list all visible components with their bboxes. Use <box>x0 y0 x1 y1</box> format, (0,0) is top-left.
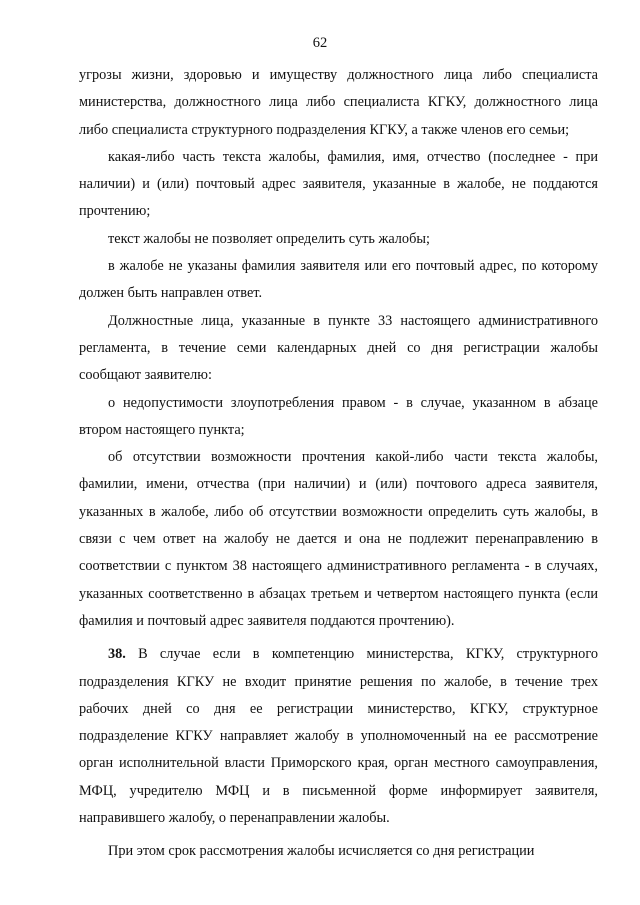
paragraph-no-name-or-address: в жалобе не указаны фамилия заявителя или его почтовый адрес, по которому должен быть направлен ответ. <box>79 258 598 302</box>
paragraph-term-calculation: При этом срок рассмотрения жалобы исчисляется со дня регистрации <box>108 843 535 860</box>
clause-number: 38. <box>108 646 126 663</box>
paragraph-no-reading-possibility: об отсутствии возможности прочтения какой-либо части текста жалобы, фамилии, имени, отчества (при наличии) и (или) почтового адреса заявителя, указанных в жалобе, либо об отсутствии возможности определить суть жалобы, в связи с чем ответ на жалобу не дается и она не подлежит перенаправлению в соответствии с пунктом 38 настоящего административного регламента - в случаях, указанных соответственно в абзацах третьем и четвертом настоящего пункта (если фамилия и почтовый адрес заявителя поддаются прочтению). <box>79 449 598 629</box>
paragraph-essence-undetermined: текст жалобы не позволяет определить суть жалобы; <box>108 230 430 247</box>
page-number: 62 <box>312 35 328 51</box>
paragraph-abuse-of-right: о недопустимости злоупотребления правом - в случае, указанном в абзаце втором настоящего пункта; <box>79 394 598 438</box>
document-body <box>79 62 598 866</box>
paragraph-officials-notify: Должностные лица, указанные в пункте 33 настоящего административного регламента, в течение семи календарных дней со дня регистрации жалобы сообщают заявителю: <box>79 312 598 384</box>
paragraph-threat-continuation: угрозы жизни, здоровью и имуществу должностного лица либо специалиста министерства, должностного лица либо специалиста КГКУ, должностного лица либо специалиста структурного подразделения КГКУ, а также членов его семьи; <box>79 67 598 138</box>
paragraph-clause-38 <box>79 641 598 832</box>
paragraph-unreadable-text: какая-либо часть текста жалобы, фамилия, имя, отчество (последнее - при наличии) и (или) почтовый адрес заявителя, указанные в жалобе, не поддаются прочтению; <box>79 148 598 220</box>
clause-38-text: В случае если в компетенцию министерства, КГКУ, структурного подразделения КГКУ не входит принятие решения по жалобе, в течение трех рабочих дней со дня ее регистрации министерство, КГКУ, структурное подразделение КГКУ направляет жалобу в уполномоченный на ее рассмотрение орган исполнительной власти Приморского края, орган местного самоуправления, МФЦ, учредителю МФЦ и в письменной форме информирует заявителя, направившего жалобу, о перенаправлении жалобы. <box>79 646 598 827</box>
